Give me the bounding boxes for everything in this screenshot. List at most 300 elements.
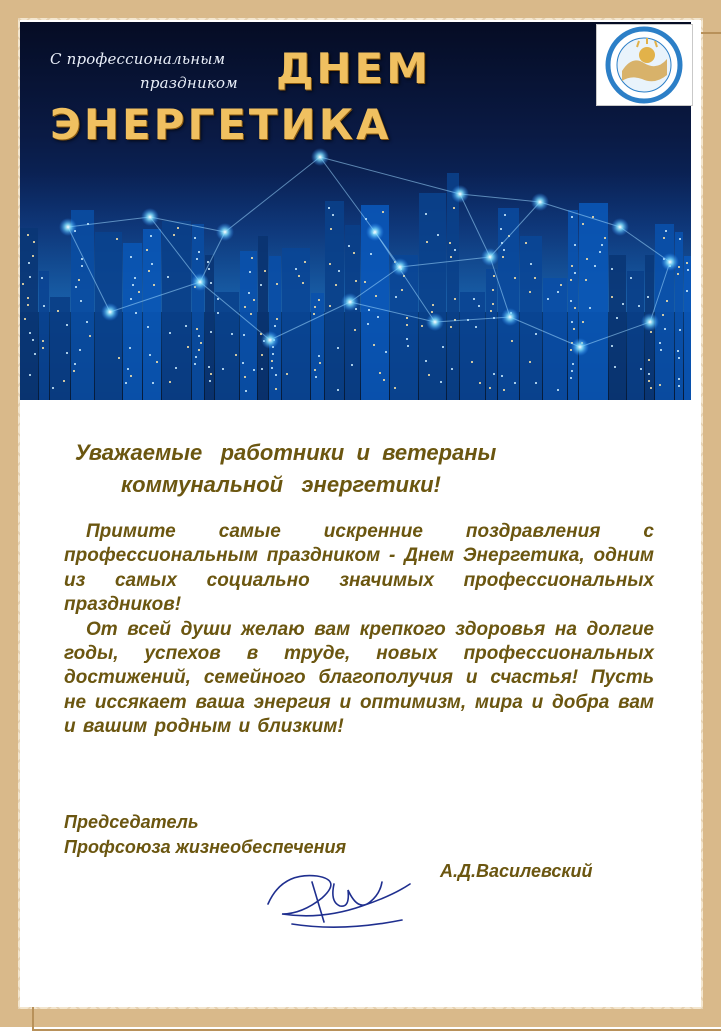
building-window <box>450 256 452 258</box>
building-window <box>80 300 82 302</box>
building-window <box>89 335 91 337</box>
building-window <box>686 290 688 292</box>
building-window <box>570 377 572 379</box>
building-window <box>187 346 189 348</box>
building-window <box>574 272 576 274</box>
building-window <box>421 325 423 327</box>
building <box>269 256 281 400</box>
building-window <box>148 270 150 272</box>
building-window <box>493 373 495 375</box>
building-window <box>665 230 667 232</box>
building-window <box>315 376 317 378</box>
building-window <box>503 249 505 251</box>
building-window <box>195 356 197 358</box>
building-window <box>679 329 681 331</box>
building-window <box>401 289 403 291</box>
building <box>345 225 360 400</box>
network-node <box>661 253 679 271</box>
network-node <box>451 185 469 203</box>
building-window <box>127 368 129 370</box>
building-window <box>479 382 481 384</box>
building-window <box>24 318 26 320</box>
network-node <box>641 313 659 331</box>
building-window <box>304 261 306 263</box>
building-window <box>81 265 83 267</box>
network-node <box>59 218 77 236</box>
building-window <box>394 387 396 389</box>
building-window <box>198 349 200 351</box>
building-window <box>364 281 366 283</box>
building-window <box>407 345 409 347</box>
building-window <box>585 279 587 281</box>
building-window <box>377 316 379 318</box>
building <box>460 292 485 400</box>
building <box>162 221 191 400</box>
building-window <box>471 361 473 363</box>
building-window <box>659 384 661 386</box>
heading-line-2: коммунальной энергетики! <box>121 472 441 497</box>
building-window <box>382 211 384 213</box>
building <box>627 271 644 400</box>
building-window <box>32 339 34 341</box>
building-window <box>42 347 44 349</box>
building-window <box>530 263 532 265</box>
building-window <box>33 241 35 243</box>
building-window <box>27 297 29 299</box>
building-window <box>502 256 504 258</box>
building-window <box>678 385 680 387</box>
building-window <box>664 328 666 330</box>
building-window <box>648 373 650 375</box>
building-window <box>425 213 427 215</box>
building-window <box>557 389 559 391</box>
building-window <box>385 351 387 353</box>
building-window <box>130 256 132 258</box>
building-window <box>453 207 455 209</box>
building-window <box>650 331 652 333</box>
building-window <box>604 237 606 239</box>
building-window <box>330 228 332 230</box>
building-window <box>592 216 594 218</box>
building-window <box>571 321 573 323</box>
building-window <box>574 244 576 246</box>
building-window <box>81 258 83 260</box>
building-window <box>314 369 316 371</box>
building-window <box>406 324 408 326</box>
building-window <box>473 298 475 300</box>
building-window <box>253 299 255 301</box>
building-window <box>451 368 453 370</box>
building-window <box>52 387 54 389</box>
building-window <box>504 214 506 216</box>
building-window <box>428 374 430 376</box>
building-window <box>243 334 245 336</box>
building-window <box>425 360 427 362</box>
building <box>419 193 446 400</box>
network-node <box>531 193 549 211</box>
building-window <box>582 321 584 323</box>
building-window <box>129 347 131 349</box>
building-window <box>666 300 668 302</box>
building-window <box>431 311 433 313</box>
building-window <box>679 238 681 240</box>
building-window <box>493 275 495 277</box>
building-window <box>242 362 244 364</box>
building-window <box>22 283 24 285</box>
building-window <box>318 355 320 357</box>
building-window <box>175 367 177 369</box>
building-window <box>34 353 36 355</box>
building-window <box>146 249 148 251</box>
building-window <box>375 295 377 297</box>
building-window <box>437 234 439 236</box>
building-window <box>557 291 559 293</box>
building-window <box>442 346 444 348</box>
building-window <box>432 304 434 306</box>
building-window <box>454 249 456 251</box>
city-night-banner <box>20 22 691 400</box>
building-window <box>489 387 491 389</box>
network-node <box>391 258 409 276</box>
building-window <box>449 242 451 244</box>
building-window <box>135 312 137 314</box>
building-window <box>73 370 75 372</box>
building-window <box>244 306 246 308</box>
building-window <box>194 363 196 365</box>
building <box>240 251 257 400</box>
building-window <box>271 360 273 362</box>
building-window <box>601 244 603 246</box>
letter-body <box>64 520 654 740</box>
building-window <box>638 305 640 307</box>
building <box>39 271 49 400</box>
building-window <box>338 270 340 272</box>
building-window <box>57 310 59 312</box>
building-window <box>74 363 76 365</box>
building-window <box>79 349 81 351</box>
building-window <box>29 276 31 278</box>
building <box>282 248 310 400</box>
signer-position-line-1: Председатель <box>64 812 199 832</box>
building-window <box>276 318 278 320</box>
building-window <box>514 277 516 279</box>
building <box>486 269 497 400</box>
building-window <box>208 268 210 270</box>
building-window <box>534 277 536 279</box>
building-window <box>210 373 212 375</box>
building-window <box>529 361 531 363</box>
building <box>50 297 70 400</box>
building-window <box>662 314 664 316</box>
building-window <box>217 312 219 314</box>
building-window <box>275 388 277 390</box>
building-window <box>570 300 572 302</box>
building-window <box>250 313 252 315</box>
building-window <box>648 359 650 361</box>
building-window <box>116 238 118 240</box>
building-window <box>454 298 456 300</box>
building-window <box>332 214 334 216</box>
building-window <box>169 381 171 383</box>
building-window <box>194 237 196 239</box>
building-window <box>251 257 253 259</box>
building-window <box>329 263 331 265</box>
building-window <box>222 368 224 370</box>
building-window <box>261 368 263 370</box>
building <box>143 229 161 400</box>
greeting-line-1: С профессиональным <box>50 50 226 68</box>
building-window <box>686 262 688 264</box>
building-window <box>354 329 356 331</box>
network-node <box>611 218 629 236</box>
building-window <box>86 321 88 323</box>
network-node <box>261 331 279 349</box>
building-window <box>302 282 304 284</box>
building-window <box>611 345 613 347</box>
network-node <box>216 223 234 241</box>
building-window <box>248 292 250 294</box>
building-window <box>500 228 502 230</box>
handwritten-signature <box>262 862 422 932</box>
building-window <box>149 354 151 356</box>
building-window <box>177 227 179 229</box>
network-node <box>311 148 329 166</box>
title-dnem: ДНЕМ <box>276 44 432 93</box>
building-window <box>295 268 297 270</box>
building-window <box>153 284 155 286</box>
building-window <box>525 242 527 244</box>
building-window <box>63 380 65 382</box>
building-window <box>599 251 601 253</box>
building-window <box>678 378 680 380</box>
building-window <box>426 241 428 243</box>
greeting-line-2: праздником <box>140 74 238 92</box>
building-window <box>27 304 29 306</box>
building-window <box>249 271 251 273</box>
network-node <box>101 303 119 321</box>
building-window <box>231 333 233 335</box>
building-window <box>678 357 680 359</box>
building-window <box>151 263 153 265</box>
building <box>258 236 268 400</box>
building-window <box>196 328 198 330</box>
building-window <box>503 389 505 391</box>
building-window <box>130 375 132 377</box>
building-window <box>582 223 584 225</box>
building-window <box>286 373 288 375</box>
building-window <box>173 234 175 236</box>
building-window <box>337 389 339 391</box>
building-window <box>298 275 300 277</box>
union-logo <box>596 24 693 106</box>
building-window <box>535 382 537 384</box>
building-window <box>209 380 211 382</box>
building-window <box>78 279 80 281</box>
building-window <box>147 326 149 328</box>
building-window <box>492 303 494 305</box>
building-window <box>611 268 613 270</box>
building-window <box>383 379 385 381</box>
building-window <box>370 253 372 255</box>
union-emblem-icon <box>597 25 692 105</box>
building-window <box>167 276 169 278</box>
building-window <box>169 332 171 334</box>
building-window <box>529 291 531 293</box>
building <box>579 203 608 400</box>
building-window <box>152 382 154 384</box>
building-window <box>196 258 198 260</box>
building-window <box>570 279 572 281</box>
building-window <box>647 296 649 298</box>
building-window <box>198 251 200 253</box>
building-window <box>217 298 219 300</box>
building-window <box>244 376 246 378</box>
building-window <box>379 372 381 374</box>
building-window <box>66 352 68 354</box>
building <box>609 255 626 400</box>
network-node <box>571 338 589 356</box>
building-window <box>395 296 397 298</box>
building-window <box>514 382 516 384</box>
building-window <box>406 338 408 340</box>
network-node <box>426 313 444 331</box>
building-window <box>630 277 632 279</box>
building-window <box>210 282 212 284</box>
building-window <box>319 362 321 364</box>
building-window <box>29 332 31 334</box>
building <box>311 293 324 400</box>
building-window <box>275 374 277 376</box>
building-window <box>235 354 237 356</box>
building-window <box>210 331 212 333</box>
building-window <box>253 369 255 371</box>
building-window <box>594 265 596 267</box>
building <box>215 292 239 400</box>
letter-heading <box>75 437 665 501</box>
building-window <box>560 284 562 286</box>
building-window <box>677 273 679 275</box>
building-window <box>335 284 337 286</box>
building-window <box>313 313 315 315</box>
building-window <box>648 380 650 382</box>
building <box>520 236 542 400</box>
title-energetika: ЭНЕРГЕТИКА <box>50 100 392 149</box>
building-window <box>75 286 77 288</box>
building-window <box>348 245 350 247</box>
building-window <box>200 342 202 344</box>
building-window <box>29 374 31 376</box>
signer-name: А.Д.Василевский <box>440 861 593 881</box>
building-window <box>450 326 452 328</box>
building-window <box>353 252 355 254</box>
building-window <box>678 266 680 268</box>
building-window <box>574 307 576 309</box>
building <box>543 278 567 400</box>
building-window <box>28 262 30 264</box>
building-window <box>274 325 276 327</box>
building <box>684 256 691 400</box>
building-window <box>261 354 263 356</box>
paragraph-wishes: От всей души желаю вам крепкого здоровья на долгие годы, успехов в труде, новых профессиональных достижений, семейного благополучия и счастья! Пусть не иссякает ваша энергия и оптимизм, мира и добра вам и вашим родным и близким! <box>64 618 654 738</box>
building-window <box>571 370 573 372</box>
building-window <box>314 306 316 308</box>
building-window <box>573 328 575 330</box>
building-window <box>535 333 537 335</box>
signer-position-line-2: Профсоюза жизнеобеспечения <box>64 837 347 857</box>
building-window <box>660 349 662 351</box>
building-window <box>207 261 209 263</box>
building-window <box>572 363 574 365</box>
building-window <box>650 387 652 389</box>
building-window <box>130 298 132 300</box>
paragraph-congratulation: Примите самые искренние поздравления с профессиональным праздником - Днем Энергетика, одним из самых социально значимых профессиональных праздников! <box>64 521 654 616</box>
building-window <box>659 342 661 344</box>
building-window <box>329 305 331 307</box>
building-window <box>547 298 549 300</box>
building-window <box>616 317 618 319</box>
building-window <box>41 277 43 279</box>
building-window <box>132 284 134 286</box>
building-window <box>337 347 339 349</box>
building-window <box>478 305 480 307</box>
building-window <box>367 323 369 325</box>
building-window <box>663 237 665 239</box>
building-window <box>27 234 29 236</box>
building-window <box>475 326 477 328</box>
building-window <box>185 325 187 327</box>
building-window <box>492 289 494 291</box>
building-window <box>614 366 616 368</box>
building <box>192 224 204 400</box>
building-window <box>328 207 330 209</box>
building-window <box>208 366 210 368</box>
signer-block <box>64 810 664 860</box>
building-window <box>501 375 503 377</box>
network-node <box>141 208 159 226</box>
building-window <box>118 357 120 359</box>
building-window <box>66 324 68 326</box>
building-window <box>355 280 357 282</box>
building-window <box>42 340 44 342</box>
building-window <box>677 350 679 352</box>
network-node <box>481 248 499 266</box>
building-window <box>490 310 492 312</box>
building-window <box>440 381 442 383</box>
building-window <box>245 390 247 392</box>
building-window <box>611 296 613 298</box>
building-window <box>586 258 588 260</box>
building-window <box>276 283 278 285</box>
building-window <box>271 367 273 369</box>
building-window <box>138 291 140 293</box>
network-node <box>341 293 359 311</box>
building-window <box>32 255 34 257</box>
building-window <box>264 270 266 272</box>
building <box>655 224 674 400</box>
network-node <box>501 308 519 326</box>
building-window <box>571 265 573 267</box>
building-window <box>589 307 591 309</box>
building-window <box>351 364 353 366</box>
building-window <box>373 344 375 346</box>
network-node <box>366 223 384 241</box>
building-window <box>156 361 158 363</box>
building-window <box>571 216 573 218</box>
building-window <box>687 269 689 271</box>
building <box>123 243 142 400</box>
building-window <box>368 309 370 311</box>
building-window <box>406 317 408 319</box>
